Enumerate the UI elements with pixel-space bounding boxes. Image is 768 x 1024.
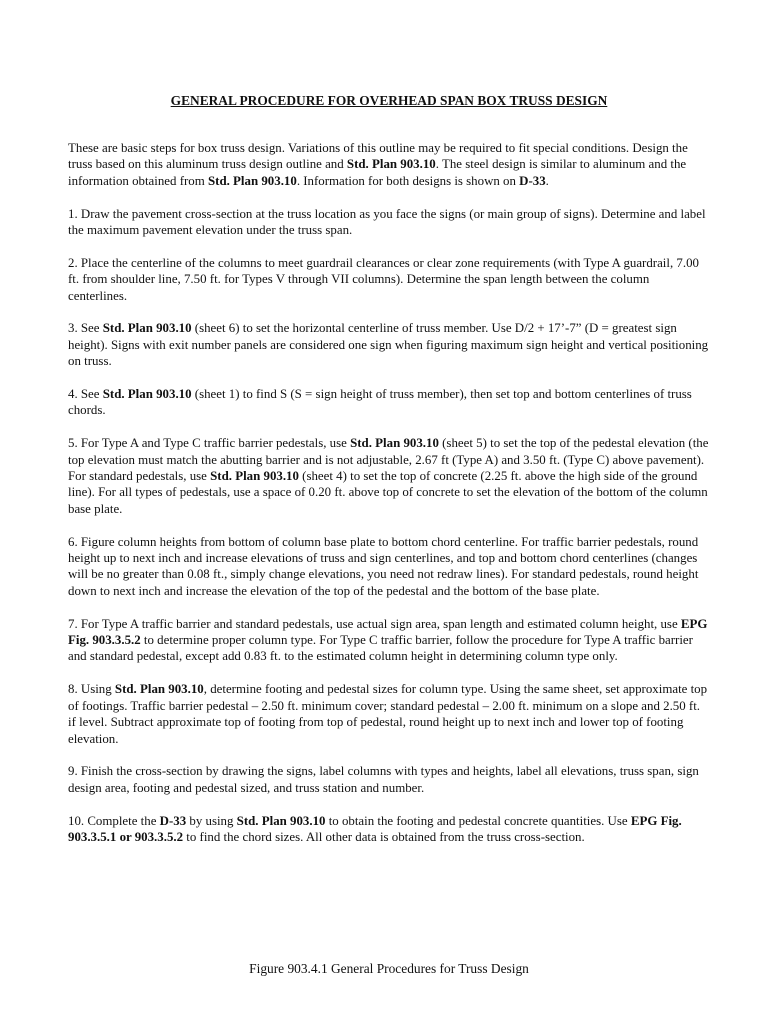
- reference-text: Std. Plan 903.10: [236, 813, 326, 828]
- step-10-paragraph: [68, 813, 710, 846]
- paragraph-text: 4. See: [68, 387, 103, 402]
- paragraph-text: (sheet 6) to set the horizontal centerline of truss member. Use D/2 + 17’-7” (D = greatest sign height). Signs with exit number panels are considered one sign when figuring maximum sign height and vertical positioning on truss.: [68, 321, 709, 369]
- reference-text: Std. Plan 903.10: [210, 469, 299, 484]
- step-9-paragraph: [68, 763, 710, 796]
- reference-text: Std. Plan 903.10: [346, 157, 436, 172]
- step-3-paragraph: [68, 320, 710, 369]
- paragraph-text: to find the chord sizes. All other data is obtained from the truss cross-section.: [183, 829, 585, 844]
- paragraph-text: (sheet 1) to find S (S = sign height of truss member), then set top and bottom centerlines of truss chords.: [68, 387, 692, 418]
- paragraph-text: 9. Finish the cross-section by drawing the signs, label columns with types and heights, label all elevations, truss span, sign design area, footing and pedestal sized, and truss station and number.: [68, 764, 699, 795]
- paragraph-text: to determine proper column type. For Type C traffic barrier, follow the procedure for Type A traffic barrier and standard pedestal, except add 0.83 ft. to the estimated column height in determining column type only.: [68, 633, 693, 664]
- reference-text: Std. Plan 903.10: [102, 321, 192, 336]
- reference-text: EPG Fig. 903.3.5.2: [68, 616, 708, 648]
- step-1-paragraph: [68, 206, 710, 239]
- paragraph-text: 10. Complete the: [68, 813, 160, 828]
- paragraph-text: These are basic steps for box truss design. Variations of this outline may be required to fit special conditions. Design the truss based on this aluminum truss design outline and: [68, 141, 688, 172]
- document-page: [68, 0, 710, 1024]
- step-2-paragraph: [68, 255, 710, 304]
- paragraph-text: 7. For Type A traffic barrier and standard pedestals, use actual sign area, span length and estimated column height, use: [68, 616, 681, 631]
- intro-paragraph: [68, 140, 710, 189]
- paragraph-text: , determine footing and pedestal sizes for column type. Using the same sheet, set approximate top of footings. Traffic barrier pedestal – 2.50 ft. minimum cover; standard pedestal – 2.00 ft. minimum on a slope and 2.50 ft. if level. Subtract approximate top of footing from top of pedestal, round height up to next inch and lower top of footing elevation.: [68, 682, 708, 746]
- step-4-paragraph: [68, 386, 710, 419]
- paragraph-text: by using: [186, 813, 237, 828]
- procedure-body: [68, 140, 710, 862]
- paragraph-text: . Information for both designs is shown on: [296, 173, 520, 188]
- paragraph-text: .: [545, 173, 549, 188]
- reference-text: D-33: [159, 813, 187, 828]
- paragraph-text: 3. See: [68, 321, 103, 336]
- step-8-paragraph: [68, 681, 710, 747]
- reference-text: Std. Plan 903.10: [114, 682, 204, 697]
- reference-text: D-33: [519, 173, 546, 188]
- paragraph-text: to obtain the footing and pedestal concrete quantities. Use: [325, 813, 631, 828]
- paragraph-text: 8. Using: [68, 682, 115, 697]
- paragraph-text: 5. For Type A and Type C traffic barrier pedestals, use: [68, 436, 351, 451]
- reference-text: Std. Plan 903.10: [102, 387, 192, 402]
- step-6-paragraph: [68, 534, 710, 600]
- paragraph-text: . The steel design is similar to aluminum and the information obtained from: [68, 157, 687, 188]
- paragraph-text: (sheet 5) to set the top of the pedestal elevation (the top elevation must match the abutting barrier and is not adjustable, 2.67 ft (Type A) and 3.50 ft. (Type C) above pavement). For standard pedestals, use: [68, 436, 709, 484]
- paragraph-text: 1. Draw the pavement cross-section at the truss location as you face the signs (or main group of signs). Determine and label the maximum pavement elevation under the truss span.: [68, 206, 706, 238]
- reference-text: Std. Plan 903.10: [207, 173, 297, 188]
- reference-text: Std. Plan 903.10: [350, 436, 439, 451]
- reference-text: EPG Fig. 903.3.5.1 or 903.3.5.2: [68, 813, 682, 844]
- paragraph-text: 2. Place the centerline of the columns to meet guardrail clearances or clear zone requirements (with Type A guardrail, 7.00 ft. from shoulder line, 7.50 ft. for Types V through VII columns). Determine the span length between the column centerlines.: [68, 255, 699, 303]
- paragraph-text: (sheet 4) to set the top of concrete (2.25 ft. above the high side of the ground line). For all types of pedestals, use a space of 0.20 ft. above top of concrete to set the elevation of the bottom of the column base plate.: [68, 469, 708, 516]
- document-title: GENERAL PROCEDURE FOR OVERHEAD SPAN BOX TRUSS DESIGN: [170, 93, 608, 108]
- step-5-paragraph: [68, 435, 710, 517]
- figure-caption: Figure 903.4.1 General Procedures for Truss Design: [249, 961, 529, 976]
- paragraph-text: 6. Figure column heights from bottom of column base plate to bottom chord centerline. For traffic barrier pedestals, round height up to next inch and increase elevations of truss and sign centerlines, and top and bottom chord centerlines (changes will be no greater than 0.08 ft., simply change elevations, you need not redraw lines). For standard pedestals, round height down to next inch and increase the elevation of the top of the pedestal and the bottom of the base plate.: [68, 534, 699, 598]
- step-7-paragraph: [68, 616, 710, 665]
